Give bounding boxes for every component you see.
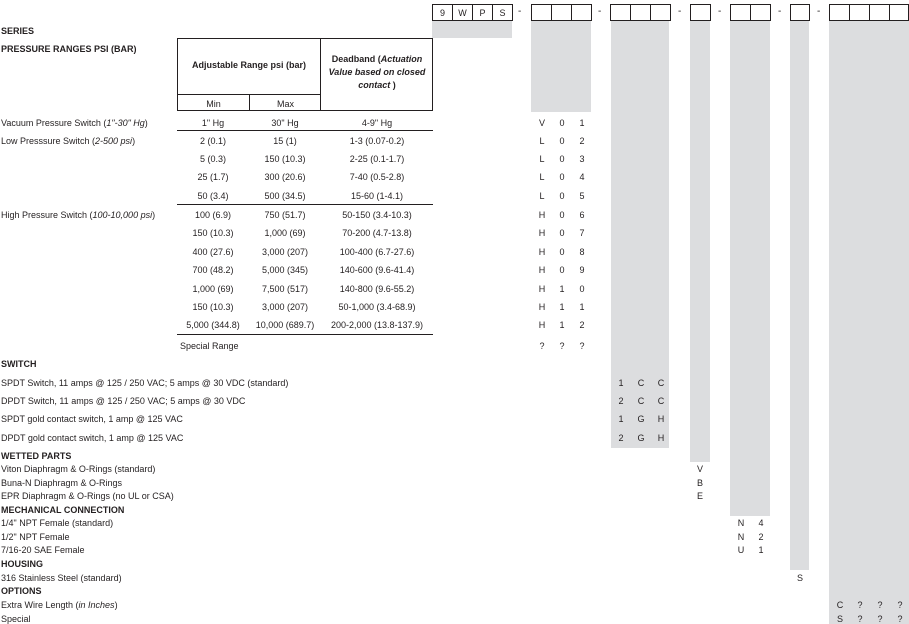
code-char: ? (539, 341, 545, 351)
code-char: B (696, 477, 703, 488)
label-italic: 1"-30" Hg (106, 118, 145, 128)
code-char: E (696, 491, 703, 501)
min-cell: 100 (6.9) (194, 210, 232, 220)
max-cell: 30" Hg (271, 118, 299, 128)
label-italic: 100-10,000 psi (92, 210, 153, 220)
separator-dash: - (518, 6, 522, 17)
switch-row-label: SPDT gold contact switch, 1 amp @ 125 VAC (1, 414, 183, 424)
housing-band (790, 20, 809, 570)
code-char: ? (877, 613, 883, 624)
separator-dash: - (817, 6, 821, 17)
min-cell: 25 (1.7) (197, 172, 229, 182)
code-char: H (538, 228, 546, 238)
min-cell: 2 (0.1) (199, 136, 226, 146)
empty-code-box (730, 4, 751, 21)
mechanical-heading: MECHANICAL CONNECTION (1, 505, 125, 515)
empty-code-box (630, 4, 651, 21)
code-char: L (539, 191, 545, 201)
label-end: ) (152, 210, 156, 220)
deadband-cell: 2-25 (0.1-1.7) (349, 154, 405, 164)
separator-dash: - (718, 6, 722, 17)
min-cell: 1" Hg (201, 118, 225, 128)
code-char: ? (857, 613, 863, 624)
code-char: 0 (559, 136, 565, 146)
separator-dash: - (778, 6, 782, 17)
deadband-cell: 4-9" Hg (361, 118, 393, 128)
code-char: C (657, 378, 665, 388)
code-char: C (836, 600, 844, 610)
code-char: 0 (559, 265, 565, 275)
code-char: 2 (758, 531, 764, 542)
code-char: H (538, 284, 546, 294)
deadband-cell: 200-2,000 (13.8-137.9) (330, 320, 424, 330)
code-char: G (637, 414, 645, 424)
code-char: 0 (559, 172, 565, 182)
wetted-row-label: Viton Diaphragm & O-Rings (standard) (1, 464, 156, 474)
code-char: ? (897, 600, 903, 610)
code-char: H (538, 247, 546, 257)
label-italic: in Inches (78, 600, 115, 610)
max-cell: 15 (1) (273, 136, 297, 146)
empty-code-box (650, 4, 671, 21)
empty-code-box (610, 4, 631, 21)
code-char: 8 (579, 247, 585, 257)
options-band (829, 20, 909, 624)
code-char: 0 (579, 284, 585, 294)
code-char: 0 (559, 154, 565, 164)
code-char: 7 (579, 228, 585, 238)
code-char: U (737, 545, 745, 555)
empty-code-box (849, 4, 870, 21)
code-char: 1 (579, 302, 585, 312)
deadband-cell: 1-3 (0.07-0.2) (349, 136, 405, 146)
wetted-row-label: Buna-N Diaphragm & O-Rings (1, 477, 123, 488)
code-char: L (539, 154, 545, 164)
code-char: ? (877, 600, 883, 610)
empty-code-box (790, 4, 810, 21)
housing-heading: HOUSING (1, 559, 44, 569)
adjustable-range-header: Adjustable Range psi (bar) (191, 60, 307, 70)
empty-code-box (690, 4, 711, 21)
empty-code-box (889, 4, 909, 21)
row-divider (177, 130, 433, 131)
separator-dash: - (598, 6, 602, 17)
max-cell: 10,000 (689.7) (255, 320, 315, 330)
code-char: 0 (559, 210, 565, 220)
code-char: ? (559, 341, 565, 351)
pressure-heading: PRESSURE RANGES PSI (BAR) (1, 44, 137, 54)
deadband-cell: 100-400 (6.7-27.6) (339, 247, 415, 257)
switch-heading: SWITCH (1, 359, 37, 369)
min-header: Min (206, 99, 221, 109)
pressure-row-label (1, 210, 155, 220)
pressure-table-header (177, 38, 433, 111)
min-cell: 5 (0.3) (199, 154, 226, 164)
code-char: 2 (579, 320, 585, 330)
deadband-cell: 50-150 (3.4-10.3) (342, 210, 412, 220)
min-cell: 400 (27.6) (192, 247, 234, 257)
code-char: G (637, 433, 645, 443)
code-char: C (657, 396, 665, 406)
code-char: 2 (618, 433, 624, 443)
code-char: 1 (758, 545, 764, 555)
pressure-row-label (1, 118, 148, 128)
code-char: 0 (559, 118, 565, 128)
label-text: High Pressure Switch ( (1, 210, 93, 220)
max-cell: 300 (20.6) (264, 172, 306, 182)
empty-code-box (750, 4, 771, 21)
special-range-label: Special Range (180, 341, 239, 351)
code-char: H (538, 320, 546, 330)
mechanical-band (730, 20, 770, 516)
empty-code-box (551, 4, 572, 21)
code-char: ? (579, 341, 585, 351)
mechanical-row-label: 7/16-20 SAE Female (1, 545, 85, 555)
switch-row-label: SPDT Switch, 11 amps @ 125 / 250 VAC; 5 amps @ 30 VDC (standard) (1, 378, 289, 388)
max-cell: 750 (51.7) (264, 210, 306, 220)
code-char: ? (897, 613, 903, 624)
wetted-band (690, 20, 710, 462)
empty-code-box (531, 4, 552, 21)
code-char: ? (857, 600, 863, 610)
code-box: S (492, 4, 513, 21)
deadband-cell: 7-40 (0.5-2.8) (349, 172, 405, 182)
deadband-cell: 140-800 (9.6-55.2) (339, 284, 415, 294)
deadband-cell: 140-600 (9.6-41.4) (339, 265, 415, 275)
housing-row-label: 316 Stainless Steel (standard) (1, 573, 122, 583)
options-heading: OPTIONS (1, 586, 42, 596)
min-cell: 150 (10.3) (192, 302, 234, 312)
mechanical-row-label: 1/2" NPT Female (1, 531, 70, 542)
code-char: H (538, 265, 546, 275)
empty-code-box (869, 4, 890, 21)
code-char: 1 (618, 414, 624, 424)
empty-code-box (571, 4, 592, 21)
code-char: 9 (579, 265, 585, 275)
code-box: 9 (432, 4, 453, 21)
code-char: 4 (758, 518, 764, 528)
label-end: ) (114, 600, 118, 610)
label-end: ) (132, 136, 136, 146)
code-box: W (452, 4, 473, 21)
min-cell: 50 (3.4) (197, 191, 229, 201)
max-header: Max (276, 99, 294, 109)
code-char: V (696, 464, 703, 474)
label-text: Special (1, 613, 31, 624)
code-char: H (538, 210, 546, 220)
wetted-heading: WETTED PARTS (1, 451, 72, 461)
label-text: Vacuum Pressure Switch ( (1, 118, 107, 128)
code-char: V (538, 118, 545, 128)
max-cell: 3,000 (207) (261, 247, 309, 257)
code-char: S (836, 613, 843, 624)
code-char: H (657, 414, 665, 424)
code-char: 3 (579, 154, 585, 164)
min-cell: 1,000 (69) (192, 284, 234, 294)
min-cell: 150 (10.3) (192, 228, 234, 238)
code-char: C (637, 396, 645, 406)
empty-code-box (829, 4, 850, 21)
deadband-cell: 70-200 (4.7-13.8) (342, 228, 412, 238)
deadband-cell: 15-60 (1-4.1) (350, 191, 404, 201)
code-char: 0 (559, 228, 565, 238)
code-char: 1 (559, 320, 565, 330)
code-char: H (538, 302, 546, 312)
code-char: H (657, 433, 665, 443)
deadband-header: Deadband (Actuation Value based on closed contact ) (328, 54, 426, 90)
series-band (432, 20, 512, 38)
code-char: 5 (579, 191, 585, 201)
code-char: 1 (559, 302, 565, 312)
code-char: L (539, 172, 545, 182)
max-cell: 500 (34.5) (264, 191, 306, 201)
row-divider (177, 204, 433, 205)
code-char: 0 (559, 191, 565, 201)
max-cell: 5,000 (345) (261, 265, 309, 275)
row-divider (177, 334, 433, 335)
code-char: S (796, 573, 803, 583)
switch-row-label: DPDT gold contact switch, 1 amp @ 125 VAC (1, 433, 184, 443)
option-row-label (1, 600, 118, 610)
max-cell: 150 (10.3) (264, 154, 306, 164)
code-char: C (637, 378, 645, 388)
code-char: 4 (579, 172, 585, 182)
code-char: 1 (559, 284, 565, 294)
label-text: Low Presssure Switch ( (1, 136, 96, 146)
code-char: 2 (579, 136, 585, 146)
code-char: N (737, 518, 745, 528)
max-cell: 1,000 (69) (264, 228, 306, 238)
code-char: 6 (579, 210, 585, 220)
wetted-row-label: EPR Diaphragm & O-Rings (no UL or CSA) (1, 491, 174, 501)
code-char: N (737, 531, 745, 542)
max-cell: 3,000 (207) (261, 302, 309, 312)
separator-dash: - (678, 6, 682, 17)
deadband-cell: 50-1,000 (3.4-68.9) (338, 302, 416, 312)
code-char: 0 (559, 247, 565, 257)
option-row-label (1, 614, 31, 624)
code-char: 1 (579, 118, 585, 128)
max-cell: 7,500 (517) (261, 284, 309, 294)
code-char: L (539, 136, 545, 146)
code-char: 1 (618, 378, 624, 388)
mechanical-row-label: 1/4" NPT Female (standard) (1, 518, 114, 528)
label-italic: 2-500 psi (95, 136, 133, 146)
label-end: ) (144, 118, 148, 128)
code-char: 2 (618, 396, 624, 406)
min-cell: 5,000 (344.8) (186, 320, 240, 330)
min-cell: 700 (48.2) (192, 265, 234, 275)
label-text: Extra Wire Length ( (1, 600, 79, 610)
series-heading: SERIES (1, 26, 35, 36)
code-box: P (472, 4, 493, 21)
pressure-band (531, 20, 591, 112)
pressure-row-label (1, 136, 135, 146)
switch-row-label: DPDT Switch, 11 amps @ 125 / 250 VAC; 5 amps @ 30 VDC (1, 396, 246, 406)
